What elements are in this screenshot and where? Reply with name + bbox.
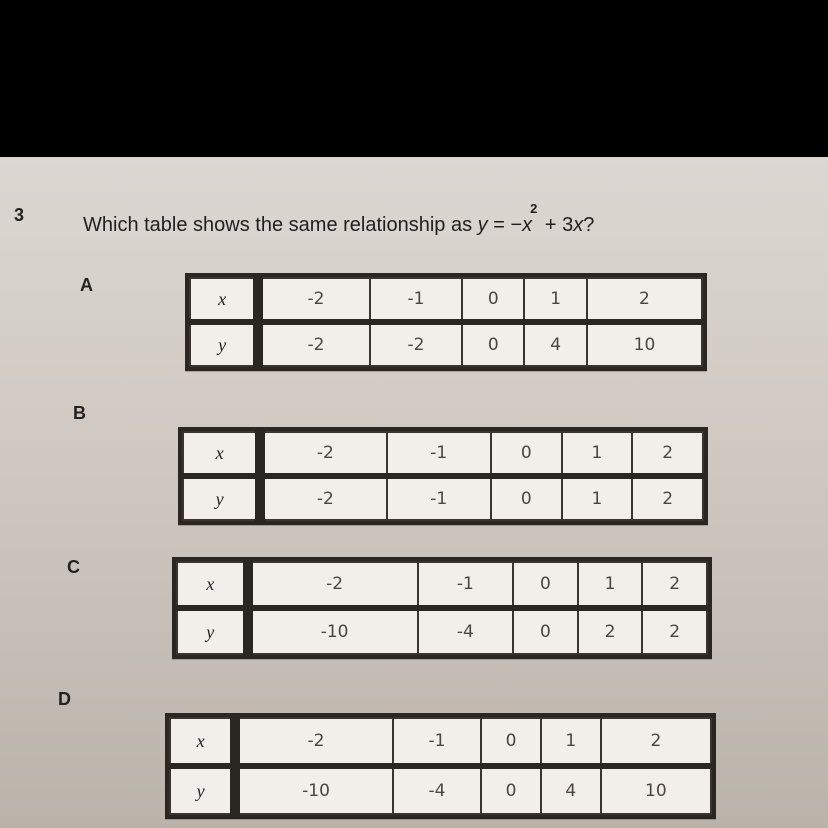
table-cell: 1 xyxy=(578,562,643,608)
table-cell: 2 xyxy=(578,608,643,654)
table-cell: 4 xyxy=(524,322,586,366)
table-cell: -2 xyxy=(235,718,393,766)
table-row-label: y xyxy=(170,766,235,814)
option-d-letter[interactable]: D xyxy=(58,689,71,709)
table-cell: 0 xyxy=(491,432,562,476)
table-cell: 2 xyxy=(632,432,703,476)
table-cell: -1 xyxy=(387,432,491,476)
option-a-table xyxy=(185,273,707,371)
table-cell: 2 xyxy=(642,608,707,654)
table-cell: -2 xyxy=(248,562,418,608)
table-cell: 1 xyxy=(524,278,586,322)
table-cell: -1 xyxy=(370,278,462,322)
table-cell: -2 xyxy=(370,322,462,366)
equation-exponent: 2 xyxy=(530,201,538,216)
table-cell: -4 xyxy=(418,608,513,654)
equation-rhs: + 3 xyxy=(539,214,574,236)
table-row-label: x xyxy=(183,432,260,476)
table-row-label: x xyxy=(170,718,235,766)
worksheet-page xyxy=(0,157,828,828)
option-c-letter[interactable]: C xyxy=(67,557,80,577)
table-cell: -10 xyxy=(248,608,418,654)
table-cell: -2 xyxy=(258,322,370,366)
equation-var: x xyxy=(522,214,533,236)
option-d-table xyxy=(165,713,716,819)
table-cell: 2 xyxy=(632,476,703,520)
table-row-label: x xyxy=(177,562,248,608)
table-cell: 2 xyxy=(601,718,711,766)
table-cell: -1 xyxy=(418,562,513,608)
table-cell: 0 xyxy=(513,608,578,654)
table-cell: -1 xyxy=(393,718,481,766)
option-c-table xyxy=(172,557,712,659)
table-cell: -10 xyxy=(235,766,393,814)
table-row-label: y xyxy=(183,476,260,520)
table-cell: 0 xyxy=(491,476,562,520)
table-row-label: y xyxy=(177,608,248,654)
table-cell: 1 xyxy=(562,432,633,476)
equation-end: ? xyxy=(583,214,595,236)
table-cell: 0 xyxy=(462,278,524,322)
question-prompt: Which table shows the same relationship as xyxy=(83,214,473,236)
table-cell: 4 xyxy=(541,766,601,814)
option-b-letter[interactable]: B xyxy=(73,403,86,423)
equation-mid: = − xyxy=(487,214,523,236)
table-row-label: x xyxy=(190,278,258,322)
table-cell: 0 xyxy=(462,322,524,366)
question-number: 3 xyxy=(14,205,25,225)
table-row-label: y xyxy=(190,322,258,366)
table-cell: 2 xyxy=(587,278,702,322)
table-cell: -2 xyxy=(260,476,386,520)
table-cell: 2 xyxy=(642,562,707,608)
table-cell: 1 xyxy=(562,476,633,520)
option-a-letter[interactable]: A xyxy=(80,275,93,295)
option-b-table xyxy=(178,427,708,525)
table-cell: 10 xyxy=(587,322,702,366)
table-cell: 0 xyxy=(481,766,541,814)
table-cell: -4 xyxy=(393,766,481,814)
equation-lhs: y xyxy=(477,214,488,236)
question-text xyxy=(83,201,595,237)
table-cell: 10 xyxy=(601,766,711,814)
table-cell: -1 xyxy=(387,476,491,520)
table-cell: 0 xyxy=(481,718,541,766)
table-cell: 0 xyxy=(513,562,578,608)
table-cell: -2 xyxy=(260,432,386,476)
equation-rhs-var: x xyxy=(573,214,584,236)
table-cell: 1 xyxy=(541,718,601,766)
table-cell: -2 xyxy=(258,278,370,322)
